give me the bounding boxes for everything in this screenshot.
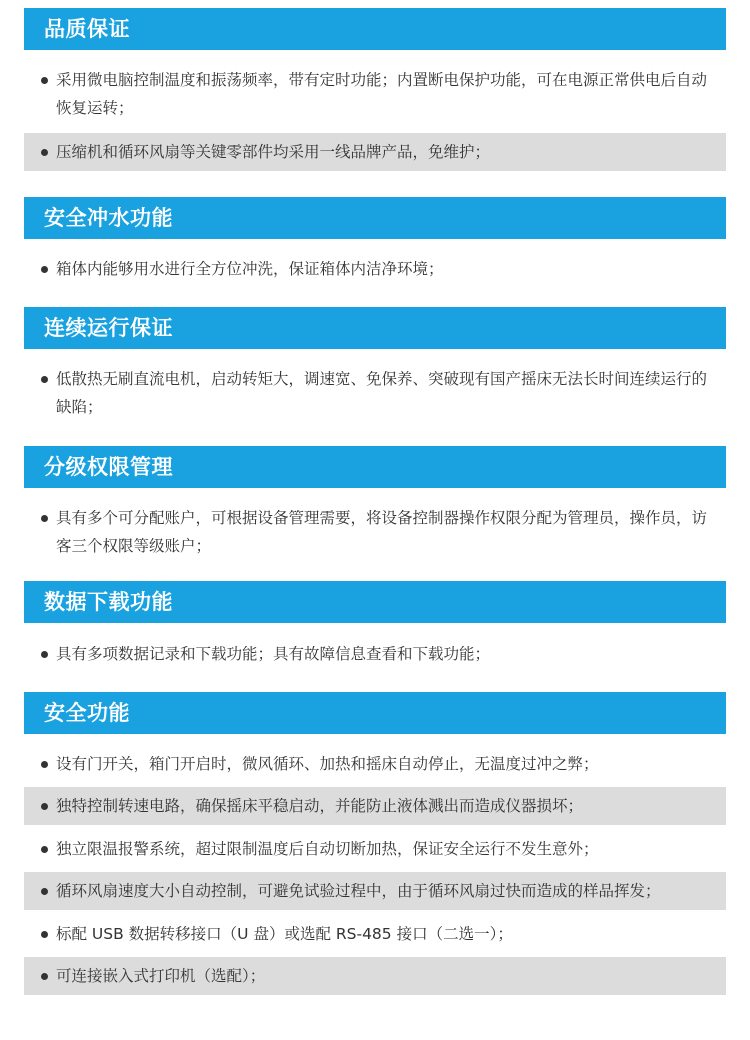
bullet-icon [41,973,48,980]
list-item: 设有门开关，箱门开启时，微风循环、加热和摇床自动停止，无温度过冲之弊； [24,750,726,778]
bullet-icon [41,515,48,522]
section-header-safety: 安全功能 [24,692,726,734]
list-item: 箱体内能够用水进行全方位冲洗，保证箱体内洁净环境； [24,255,726,283]
bullet-icon [41,149,48,156]
bullet-icon [41,266,48,273]
list-item: 具有多个可分配账户，可根据设备管理需要，将设备控制器操作权限分配为管理员，操作员，访客三个权限等级账户； [24,504,726,560]
bullet-icon [41,77,48,84]
list-item: 具有多项数据记录和下载功能；具有故障信息查看和下载功能； [24,640,726,668]
bullet-icon [41,803,48,810]
list-item: 采用微电脑控制温度和振荡频率，带有定时功能；内置断电保护功能，可在电源正常供电后自动恢复运转； [24,66,726,122]
section-header-quality: 品质保证 [24,8,726,50]
bullet-icon [41,931,48,938]
section-header-continuous: 连续运行保证 [24,307,726,349]
list-item: 循环风扇速度大小自动控制，可避免试验过程中，由于循环风扇过快而造成的样品挥发； [24,872,726,910]
bullet-icon [41,651,48,658]
list-item: 压缩机和循环风扇等关键零部件均采用一线品牌产品，免维护； [24,133,726,171]
section-header-permissions: 分级权限管理 [24,446,726,488]
list-item: 标配 USB 数据转移接口（U 盘）或选配 RS-485 接口（二选一）； [24,920,726,948]
section-header-download: 数据下载功能 [24,581,726,623]
list-item: 可连接嵌入式打印机（选配）； [24,957,726,995]
bullet-icon [41,761,48,768]
list-item: 独立限温报警系统，超过限制温度后自动切断加热，保证安全运行不发生意外； [24,835,726,863]
list-item: 低散热无刷直流电机，启动转矩大，调速宽、免保养、突破现有国产摇床无法长时间连续运行的缺陷； [24,365,726,421]
bullet-icon [41,376,48,383]
bullet-icon [41,888,48,895]
list-item: 独特控制转速电路，确保摇床平稳启动，并能防止液体溅出而造成仪器损坏； [24,787,726,825]
bullet-icon [41,846,48,853]
section-header-flush: 安全冲水功能 [24,197,726,239]
